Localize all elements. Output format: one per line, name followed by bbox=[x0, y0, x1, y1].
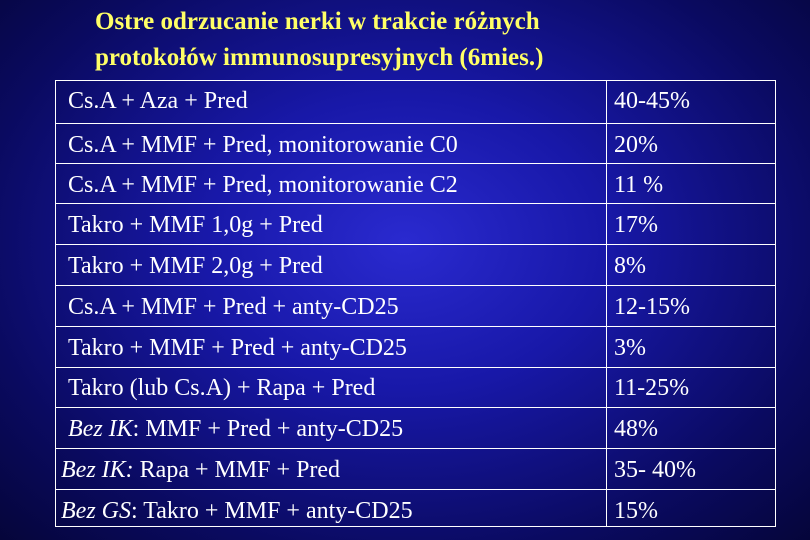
row-divider bbox=[56, 489, 775, 490]
value-cell: 3% bbox=[614, 335, 646, 361]
row-divider bbox=[56, 448, 775, 449]
title-line-2: protokołów immunosupresyjnych (6mies.) bbox=[95, 44, 544, 71]
treatment-cell: Takro + MMF + Pred + anty-CD25 bbox=[68, 335, 407, 361]
row-divider bbox=[56, 163, 775, 164]
value-cell: 15% bbox=[614, 498, 658, 524]
slide-title bbox=[95, 4, 795, 76]
value-cell: 11-25% bbox=[614, 375, 690, 401]
row-divider bbox=[56, 123, 775, 124]
title-line-1: Ostre odrzucanie nerki w trakcie różnych bbox=[95, 8, 540, 35]
row-divider bbox=[56, 407, 775, 408]
value-cell: 8% bbox=[614, 253, 646, 279]
treatment-cell: Cs.A + MMF + Pred, monitorowanie C2 bbox=[68, 172, 458, 198]
value-cell: 35- 40% bbox=[614, 457, 696, 483]
rejection-table bbox=[55, 80, 776, 527]
row-divider bbox=[56, 326, 775, 327]
treatment-cell: Bez IK: Rapa + MMF + Pred bbox=[61, 457, 341, 483]
treatment-cell: Cs.A + Aza + Pred bbox=[68, 88, 248, 114]
treatment-cell: Bez GS: Takro + MMF + anty-CD25 bbox=[61, 498, 413, 524]
value-cell: 12-15% bbox=[614, 294, 690, 320]
treatment-cell: Takro + MMF 2,0g + Pred bbox=[68, 253, 323, 279]
value-cell: 48% bbox=[614, 416, 658, 442]
treatment-cell: Takro + MMF 1,0g + Pred bbox=[68, 212, 323, 238]
column-divider bbox=[606, 81, 607, 526]
row-divider bbox=[56, 367, 775, 368]
value-cell: 17% bbox=[614, 212, 658, 238]
value-cell: 40-45% bbox=[614, 88, 690, 114]
value-cell: 20% bbox=[614, 132, 658, 158]
treatment-cell: Cs.A + MMF + Pred, monitorowanie C0 bbox=[68, 132, 458, 158]
row-divider bbox=[56, 244, 775, 245]
treatment-cell: Cs.A + MMF + Pred + anty-CD25 bbox=[68, 294, 399, 320]
treatment-cell: Takro (lub Cs.A) + Rapa + Pred bbox=[68, 375, 376, 401]
row-divider bbox=[56, 203, 775, 204]
row-divider bbox=[56, 285, 775, 286]
treatment-cell: Bez IK: MMF + Pred + anty-CD25 bbox=[68, 416, 404, 442]
value-cell: 11 % bbox=[614, 172, 664, 198]
